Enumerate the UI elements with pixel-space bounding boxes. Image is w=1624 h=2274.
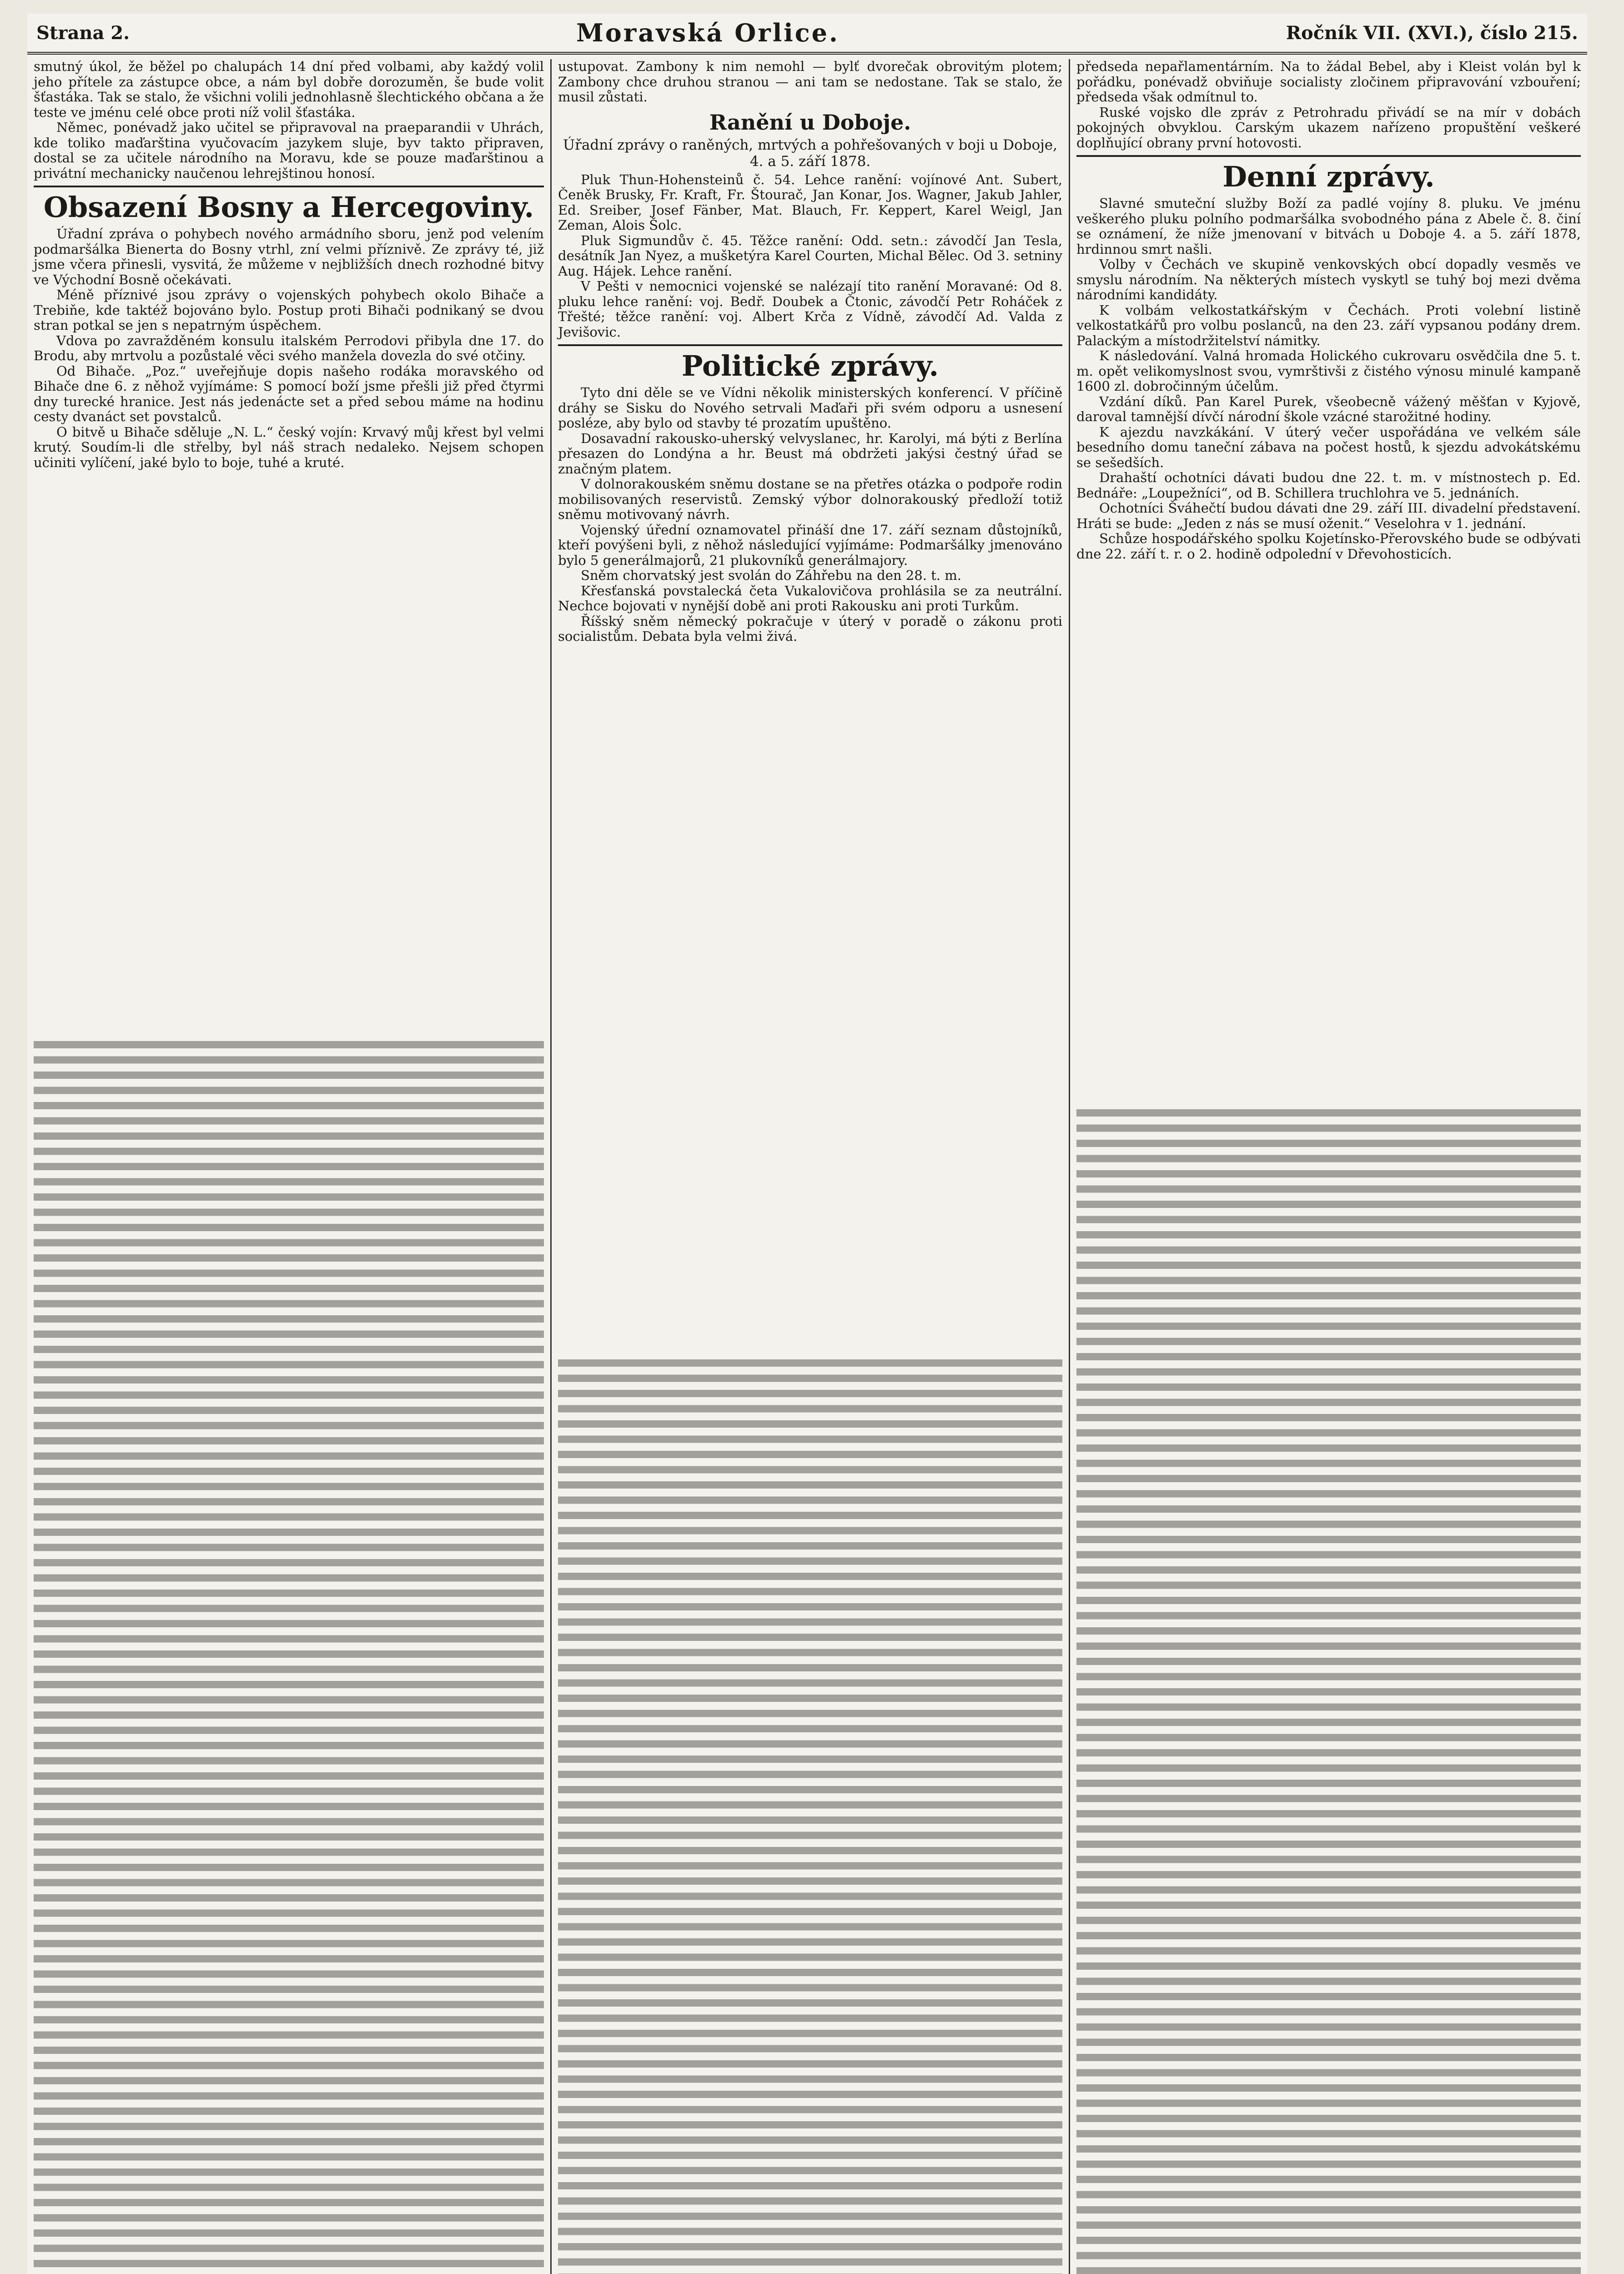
article-title-obsazeni: Obsazení Bosny a Hercegoviny. bbox=[34, 186, 544, 224]
article-paragraph: Volby v Čechách ve skupině venkovských obcí dopadly vesměs ve smyslu národním. Na některých místech vyskytl se tuhý boj mezi dvěma národními kandidáty. bbox=[1076, 257, 1581, 302]
column-2 bbox=[550, 59, 1069, 2274]
article-paragraph: K následování. Valná hromada Holického cukrovaru osvědčila dne 5. t. m. opět velikomyslnost svou, vymrštivši z čistého výnosu minulé kampaně 1600 zl. dobročinným účelům. bbox=[1076, 348, 1581, 394]
col3-intro-paragraph: Ruské vojsko dle zpráv z Petrohradu přivádí se na mír v dobách pokojných obvyklou. Carským ukazem nařízeno propuštění veškeré doplňující obrany první hotovosti. bbox=[1076, 104, 1581, 151]
article-title-politicke: Politické zprávy. bbox=[558, 344, 1062, 382]
article-paragraph: Od Bihače. „Poz.“ uveřejňuje dopis našeho rodáka moravského od Bihače dne 6. z něhož vyjímáme: S pomocí boží jsme přešli již před čtyrmi dny turecké hranice. Jest nás jedenácte set a před sebou máme na hodinu cesty dvanáct set povstalců. bbox=[34, 363, 544, 424]
article-paragraph: Vdova po zavražděném konsulu italském Perrodovi přibyla dne 17. do Brodu, aby mrtvolu a pozůstalé věci svého manžela dovezla do své otčiny. bbox=[34, 332, 544, 363]
article-paragraph: Vzdání díků. Pan Karel Purek, všeobecně vážený měšťan v Kyjově, daroval tamnější dívčí národní škole vzácné starožitné hodiny. bbox=[1076, 393, 1581, 424]
article-paragraph: Ochotníci Šváhečtí budou dávati dne 29. září III. divadelní představení. Hráti se bude: „Jeden z nás se musí oženit.“ Veselohra v 1. jednání. bbox=[1076, 500, 1581, 531]
article-paragraph: Říšský sněm německý pokračuje v úterý v poradě o zákonu proti socialistům. Debata byla velmi živá. bbox=[558, 613, 1062, 644]
illegible-text-block bbox=[1076, 1105, 1581, 2274]
col3-intro-paragraph: předseda nepařlamentárním. Na to žádal Bebel, aby i Kleist volán byl k pořádku, ponévadž obviňuje socialisty zločinem připravování vzbouření; předseda však odmítnul to. bbox=[1076, 59, 1581, 105]
article-paragraph: Sněm chorvatský jest svolán do Záhřebu na den 28. t. m. bbox=[581, 568, 961, 583]
column-3 bbox=[1069, 59, 1587, 2274]
issue-info: Ročník VII. (XVI.), číslo 215. bbox=[1286, 22, 1578, 44]
article-paragraph: Vojenský úřední oznamovatel přináší dne 17. září seznam důstojníků, kteří povýšeni byli, z něhož následující vyjímáme: Podmaršálky jmenováno bylo 5 generálmajorů, 21 plukovníků generálmajory. bbox=[558, 522, 1062, 568]
article-paragraph: O bitvě u Bihače sděluje „N. L.“ český vojín: Krvavý můj křest byl velmi krutý. Soudím-li dle střelby, byl náš strach nedaleko. Nejsem schopen učiniti vylíčení, jaké bylo to boje, tuhé a kruté. bbox=[34, 424, 544, 470]
article-paragraph: Pluk Thun-Hohensteinů č. 54. Lehce ranění: vojínové Ant. Subert, Čeněk Brusky, Fr. Kraft, Fr. Štourač, Jan Konar, Jos. Wagner, Jakub Jahler, Ed. Sreiber, Josef Fänber, Mat. Blauch, Fr. Keppert, Karel Weigl, Jan Zeman, Alois Šolc. bbox=[558, 171, 1062, 233]
illegible-text-block bbox=[34, 1037, 544, 2274]
article-paragraph: Úřadní zpráva o pohybech nového armádního sboru, jenž pod velením podmaršálka Bienerta do Bosny vtrhl, zní velmi příznivě. Ze zprávy té, již jsme včera přinesli, vysvitá, že můžeme v nejbližších dnech rozhodné bitvy ve Východní Bosně očekávati. bbox=[34, 226, 544, 287]
col1-intro-paragraph: Němec, ponévadž jako učitel se připravoval na praeparandii v Uhrách, kde toliko maďarština vyučovacím jazykem sluje, byv takto připraven, dostal se za učitele národního na Moravu, kde se pouze maďarštinou a privátní mechanicky naučenou lehrejštinou honosí. bbox=[34, 120, 544, 181]
article-title-raneni: Ranění u Doboje. bbox=[709, 110, 911, 135]
article-paragraph: V dolnorakouském sněmu dostane se na přetřes otázka o podpoře rodin mobilisovaných reservistů. Zemský výbor dolnorakouský předloží totiž sněmu motivovaný návrh. bbox=[558, 476, 1062, 522]
article-paragraph: K volbám velkostatkářským v Čechách. Proti volební listině velkostatkářů pro volbu poslanců, na den 23. září vypsanou podány drem. Palackým a místodržitelství námitky. bbox=[1076, 302, 1581, 348]
illegible-text-block bbox=[558, 1355, 1062, 2274]
article-paragraph: Pluk Sigmundův č. 45. Těžce ranění: Odd. setn.: závodčí Jan Tesla, desátník Jan Nyez, a mušketýra Karel Courten, Michal Bělec. Od 3. setniny Aug. Hájek. Lehce ranění. bbox=[558, 232, 1062, 279]
article-paragraph: Drahaští ochotníci dávati budou dne 22. t. m. v místnostech p. Ed. Bednáře: „Loupežníci“, od B. Schillera truchlohra ve 5. jednáních. bbox=[1076, 470, 1581, 501]
article-paragraph: Tyto dni děle se ve Vídni několik ministerských konferencí. V příčině dráhy se Sisku do Nového setrvali Maďaři při svém odporu a usnesení posléze, aby bylo od stavby té prozatím upuštěno. bbox=[558, 385, 1062, 431]
col2-intro-paragraph: ustupovat. Zambony k nim nemohl — bylť dvorečak obrovitým plotem; Zambony chce druhou stranou — ani tam se nedostane. Tak se stalo, že musil zůstati. bbox=[558, 59, 1062, 105]
article-paragraph: Dosavadní rakousko-uherský velvyslanec, hr. Karolyi, má býti z Berlína přesazen do Londýna a hr. Beust má obdržeti jakýsi čestný úřad se značným platem. bbox=[558, 430, 1062, 477]
column-1 bbox=[27, 59, 550, 2274]
article-title-denni: Denní zprávy. bbox=[1076, 155, 1581, 193]
col1-intro-paragraph: smutný úkol, že běžel po chalupách 14 dní před volbami, aby každý volil jeho přítele za zástupce obce, a nám byl dobře dorozuměn, še bude volit šťastáka. Tak se stalo, že všichni volili jednohlasně šlechtického občana a že teste ve jménu celé obce proti níž volil šťastáka. bbox=[34, 59, 544, 120]
article-paragraph: Schůze hospodářského spolku Kojetínsko-Přerovského bude se odbývati dne 22. září t. r. o 2. hodině odpolední v Dřevohosticích. bbox=[1076, 531, 1581, 562]
columns bbox=[27, 59, 1587, 2274]
article-subtitle: Úřadní zprávy o raněných, mrtvých a pohřešovaných v boji u Doboje, 4. a 5. září 1878. bbox=[563, 136, 1057, 170]
article-paragraph: Křesťanská povstalecká četa Vukalovičova prohlásila se za neutrální. Nechce bojovati v nynější době ani proti Rakousku ani proti Turkům. bbox=[558, 583, 1062, 614]
newspaper-page bbox=[27, 14, 1587, 2274]
page-header bbox=[27, 14, 1587, 55]
article-paragraph: V Pešti v nemocnici vojenské se nalézají tito ranění Moravané: Od 8. pluku lehce ranění: voj. Bedř. Doubek a Čtonic, závodčí Petr Roháček z Třešté; těžce ranění: voj. Albert Krča z Vídně, závodčí Ad. Valda z Jevišovic. bbox=[558, 278, 1062, 340]
page-number: Strana 2. bbox=[36, 22, 130, 44]
article-paragraph: Slavné smuteční služby Boží za padlé vojíny 8. pluku. Ve jménu veškerého pluku polního podmaršálka svobodného pána z Abele č. 8. činí se oznámení, že níže jmenovaní v bitvách u Doboje 4. a 5. září 1878, hrdinnou smrt našli. bbox=[1076, 196, 1581, 257]
masthead-title: Moravská Orlice. bbox=[576, 18, 840, 47]
article-paragraph: Méně příznivé jsou zprávy o vojenských pohybech okolo Bihače a Trebiňe, kde taktéž bojováno bylo. Postup proti Bihači podnikaný se dvou stran potkal se jen s nepatrným úspěchem. bbox=[34, 287, 544, 333]
article-paragraph: K ajezdu navzkákání. V úterý večer uspořádána ve velkém sále besedního domu taneční zábava na počest hostů, k sjezdu advokátskému se sešedších. bbox=[1076, 424, 1581, 470]
